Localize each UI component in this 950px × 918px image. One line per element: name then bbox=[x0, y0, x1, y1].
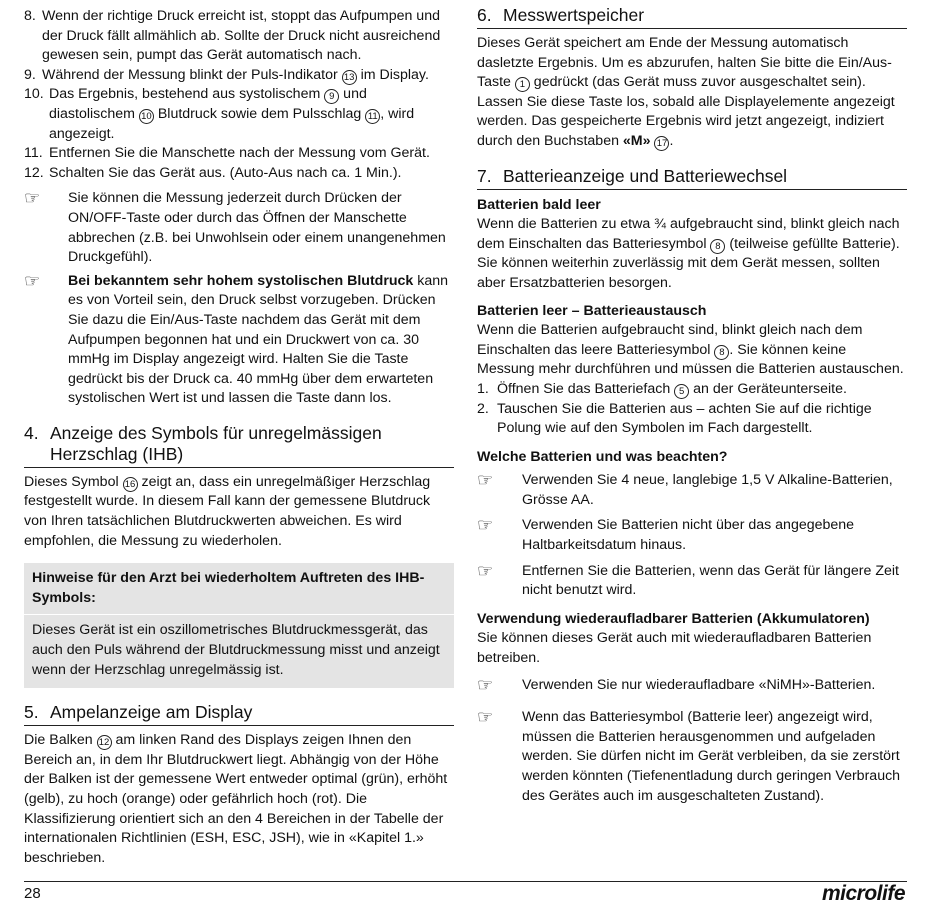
footer-divider bbox=[24, 881, 907, 882]
pointing-hand-icon: ☞ bbox=[24, 270, 41, 291]
list-item: 11. Entfernen Sie die Manschette nach der Messung vom Gerät. bbox=[24, 145, 430, 162]
pointing-hand-icon: ☞ bbox=[24, 188, 41, 209]
paragraph: Sie können dieses Gerät auch mit wiederaufladbaren Batterien betreiben. bbox=[477, 630, 872, 667]
pointing-hand-icon: ☞ bbox=[477, 560, 494, 581]
list-item: 12. Schalten Sie das Gerät aus. (Auto-Aus nach ca. 1 Min.). bbox=[24, 164, 402, 181]
paragraph: Wenn die Batterien zu etwa ¾ aufgebraucht sind, blinkt gleich nach dem Einschalten das Batteriesymbol 8 (teilweise gefüllte Batterie). Sie können weiterhin zuverlässig mit dem Gerät messen, sollten aber Ersatzbatterien besorgen. bbox=[477, 216, 900, 291]
note: ☞ Bei bekanntem sehr hohem systolischen Blutdruck kann es von Vorteil sein, den Druck selbst vorzugeben. Drücken Sie dazu die Ein/Aus-Taste nachdem das Gerät mit dem Aufpumpen begonnen hat und ein Druckwert von ca. 30 mmHg im Display angezeigt wird. Halten Sie die Taste gedrückt bis der Druck ca. 40 mmHg über dem erwarteten systolischen Wert ist und lassen die Taste dann los. bbox=[24, 272, 454, 409]
callout-number: 8 bbox=[714, 345, 729, 360]
pointing-hand-icon: ☞ bbox=[477, 515, 494, 536]
note: ☞ Verwenden Sie Batterien nicht über das angegebene Haltbarkeitsdatum hinaus. bbox=[477, 516, 907, 555]
left-column bbox=[24, 7, 454, 868]
callout-number: 17 bbox=[654, 136, 669, 151]
subheading: Batterien bald leer bbox=[477, 196, 601, 213]
callout-number: 1 bbox=[515, 77, 530, 92]
pointing-hand-icon: ☞ bbox=[477, 674, 494, 695]
pointing-hand-icon: ☞ bbox=[477, 707, 494, 728]
brand-logo: microlife bbox=[822, 882, 906, 905]
callout-number: 12 bbox=[97, 735, 112, 750]
paragraph: Dieses Gerät speichert am Ende der Messung automatisch dasletzte Ergebnis. Um es abzurufen, halten Sie bitte die Ein/Aus-Taste 1 gedrückt (das Gerät muss zuvor ausgeschaltet sein). Lassen Sie diese Taste los, sobald alle Displayelemente angezeigt werden. Das gespeicherte Ergebnis wird jetzt angezeigt, indiziert durch den Buchstaben «M» 17 . bbox=[477, 35, 895, 149]
note: ☞ Verwenden Sie 4 neue, langlebige 1,5 V Alkaline-Batterien, Grösse AA. bbox=[477, 471, 907, 510]
section-heading: 5. Ampelanzeige am Display bbox=[24, 702, 454, 726]
callout-number: 10 bbox=[139, 109, 154, 124]
subheading: Welche Batterien und was beachten? bbox=[477, 448, 728, 465]
note: ☞ Entfernen Sie die Batterien, wenn das Gerät für längere Zeit nicht benutzt wird. bbox=[477, 562, 907, 601]
paragraph: Dieses Symbol 16 zeigt an, dass ein unregelmäßiger Herzschlag festgestellt wurde. In diesem Fall kann der gemessene Blutdruck von Ihren tatsächlichen Blutdruckwerten abweichen. Es wird empfohlen, die Messung zu wiederholen. bbox=[24, 473, 431, 549]
divider bbox=[24, 614, 454, 615]
right-column bbox=[477, 5, 907, 806]
section-heading: 4. Anzeige des Symbols für unregelmässigen Herzschlag (IHB) bbox=[24, 423, 454, 468]
page-number: 28 bbox=[24, 885, 41, 902]
paragraph: Wenn die Batterien aufgebraucht sind, blinkt gleich nach dem Einschalten das leere Batteriesymbol 8 . Sie können keine Messung mehr durchführen und müssen die Batterien austauschen. bbox=[477, 322, 904, 378]
physician-note-box: Hinweise für den Arzt bei wiederholtem Auftreten des IHB-Symbols: Dieses Gerät ist ein oszillometrisches Blutdruckmessgerät, das auch den Puls während der Blutdruckmessung misst und anzeigt wenn der Herzschlag unregelmässig ist. bbox=[24, 563, 454, 688]
section-heading: 7. Batterieanzeige und Batteriewechsel bbox=[477, 166, 907, 190]
list-item: 10. Das Ergebnis, bestehend aus systolischem 9 und diastolischem 10 Blutdruck sowie dem Pulsschlag 11 , wird angezeigt. bbox=[24, 86, 415, 142]
callout-number: 16 bbox=[123, 477, 138, 492]
subheading: Verwendung wiederaufladbarer Batterien (Akkumulatoren) bbox=[477, 610, 870, 627]
paragraph: Die Balken 12 am linken Rand des Displays zeigen Ihnen den Bereich an, in dem Ihr Blutdruckwert liegt. Abhängig von der Höhe der Balken ist der gemessene Wert entweder optimal (grün), erhöht (gelb), zu hoch (orange) oder gefährlich hoch (rot). Die Klassifizierung orientiert sich an den 4 Bereichen in der Tabelle der internationalen Richtlinien (ESH, ESC, JSH), wie in «Kapitel 1.» beschrieben. bbox=[24, 732, 448, 866]
note: ☞ Verwenden Sie nur wiederaufladbare «NiMH»-Batterien. bbox=[477, 674, 876, 695]
callout-number: 11 bbox=[365, 109, 380, 124]
callout-number: 8 bbox=[710, 239, 725, 254]
note: ☞ Sie können die Messung jederzeit durch Drücken der ON/OFF-Taste oder durch das Öffnen der Manschette abbrechen (z.B. bei Unwohlsein oder einem unangenehmen Druckgefühl). bbox=[24, 189, 454, 267]
list-item: 9. Während der Messung blinkt der Puls-Indikator 13 im Display. bbox=[24, 66, 429, 83]
list-item: 8. Wenn der richtige Druck erreicht ist, stoppt das Aufpumpen und der Druck fällt allmählich ab. Sollte der Druck nicht ausreichend gewesen sein, pumpt das Gerät automatisch nach. bbox=[24, 8, 441, 64]
note: ☞ Wenn das Batteriesymbol (Batterie leer) angezeigt wird, müssen die Batterien herausgenommen und aufgeladen werden. Sie dürfen nicht im Gerät verbleiben, da sie zerstört werden könnten (Tiefenentladung durch geringen Verbrauch des Gerätes auch im ausgeschalteten Zustand). bbox=[477, 708, 907, 806]
subheading: Batterien leer – Batterieaustausch bbox=[477, 302, 707, 319]
callout-number: 5 bbox=[674, 384, 689, 399]
list-item: 1. Öffnen Sie das Batteriefach 5 an der Geräteunterseite. bbox=[477, 380, 847, 397]
callout-number: 13 bbox=[342, 70, 357, 85]
pointing-hand-icon: ☞ bbox=[477, 470, 494, 491]
section-heading: 6. Messwertspeicher bbox=[477, 5, 907, 29]
list-item: 2. Tauschen Sie die Batterien aus – achten Sie auf die richtige Polung wie auf den Symbolen im Fach dargestellt. bbox=[477, 400, 872, 437]
callout-number: 9 bbox=[324, 89, 339, 104]
